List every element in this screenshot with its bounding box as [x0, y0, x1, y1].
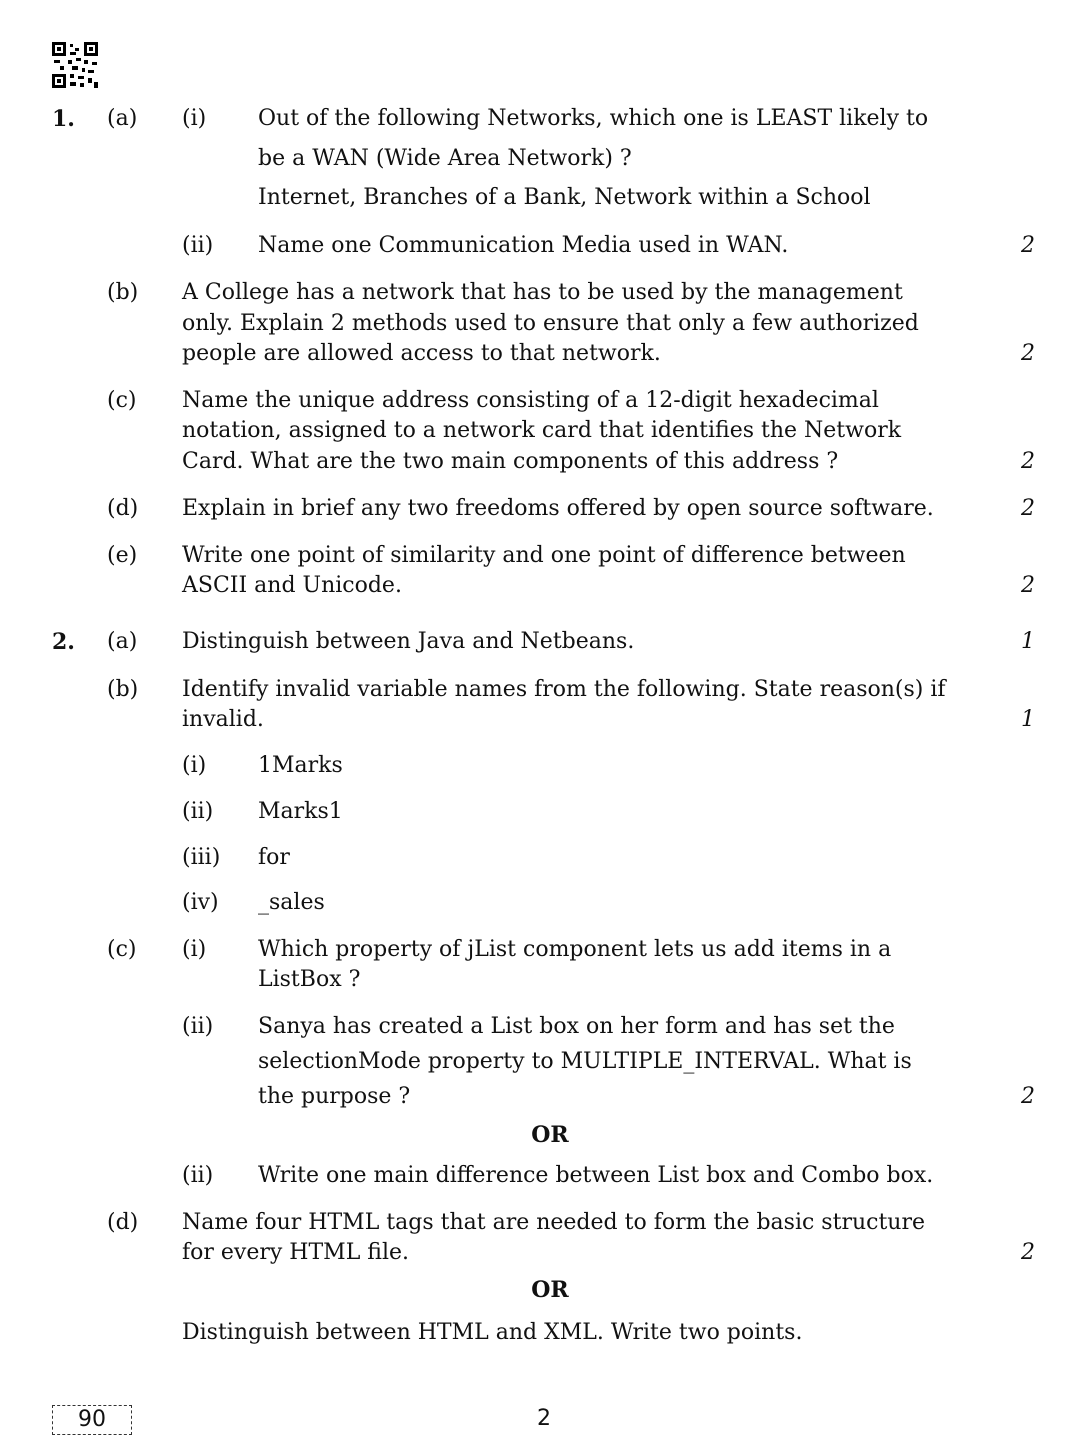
marks: 2: [1021, 1240, 1035, 1265]
question-text: invalid.: [182, 707, 264, 732]
page-number: 2: [537, 1406, 551, 1431]
question-text: Internet, Branches of a Bank, Network within a School: [258, 185, 871, 210]
marks: 1: [1021, 629, 1035, 654]
marks: 1: [1021, 707, 1035, 732]
marks: 2: [1021, 233, 1035, 258]
question-text: Distinguish between HTML and XML. Write two points.: [182, 1320, 803, 1345]
marks: 2: [1021, 449, 1035, 474]
question-text: for every HTML file.: [182, 1240, 410, 1265]
or-separator: OR: [531, 1277, 569, 1303]
list-item-label: (ii): [182, 799, 214, 824]
list-item-label: (iii): [182, 845, 221, 870]
part-label: (a): [107, 106, 138, 131]
question-text: Name the unique address consisting of a 12-digit hexadecimal: [182, 388, 879, 413]
list-item: Marks1: [258, 799, 343, 824]
question-text: people are allowed access to that network.: [182, 341, 661, 366]
question-text: be a WAN (Wide Area Network) ?: [258, 146, 632, 171]
marks: 2: [1021, 1084, 1035, 1109]
part-label: (c): [107, 388, 137, 413]
part-label: (c): [107, 937, 137, 962]
paper-code-box: 90: [52, 1405, 132, 1435]
question-text: notation, assigned to a network card that identifies the Network: [182, 418, 902, 443]
question-text: Out of the following Networks, which one is LEAST likely to: [258, 106, 929, 131]
part-label: (a): [107, 629, 138, 654]
question-text: Distinguish between Java and Netbeans.: [182, 629, 635, 654]
subpart-label: (i): [182, 106, 207, 131]
question-text: ASCII and Unicode.: [182, 573, 402, 598]
question-text: the purpose ?: [258, 1084, 411, 1109]
question-text: ListBox ?: [258, 967, 361, 992]
marks: 2: [1021, 341, 1035, 366]
question-number: 1.: [52, 106, 75, 132]
part-label: (b): [107, 280, 139, 305]
or-separator: OR: [531, 1122, 569, 1148]
question-number: 2.: [52, 629, 75, 655]
question-text: Card. What are the two main components of this address ?: [182, 449, 839, 474]
question-text: only. Explain 2 methods used to ensure that only a few authorized: [182, 311, 919, 336]
question-text: A College has a network that has to be used by the management: [182, 280, 903, 305]
subpart-label: (ii): [182, 1014, 214, 1039]
part-label: (d): [107, 496, 139, 521]
part-label: (d): [107, 1210, 139, 1235]
subpart-label: (ii): [182, 1163, 214, 1188]
list-item: for: [258, 845, 290, 870]
question-text: Sanya has created a List box on her form and has set the: [258, 1014, 895, 1039]
marks: 2: [1021, 573, 1035, 598]
part-label: (e): [107, 543, 138, 568]
subpart-label: (i): [182, 937, 207, 962]
question-text: Write one point of similarity and one point of difference between: [182, 543, 906, 568]
question-text: Which property of jList component lets us add items in a: [258, 937, 892, 962]
question-text: selectionMode property to MULTIPLE_INTERVAL. What is: [258, 1049, 912, 1074]
question-text: Name four HTML tags that are needed to form the basic structure: [182, 1210, 925, 1235]
list-item: _sales: [258, 890, 325, 915]
part-label: (b): [107, 677, 139, 702]
question-text: Name one Communication Media used in WAN.: [258, 233, 789, 258]
question-text: Write one main difference between List box and Combo box.: [258, 1163, 934, 1188]
subpart-label: (ii): [182, 233, 214, 258]
question-text: Identify invalid variable names from the following. State reason(s) if: [182, 677, 946, 702]
list-item: 1Marks: [258, 753, 343, 778]
marks: 2: [1021, 496, 1035, 521]
list-item-label: (iv): [182, 890, 219, 915]
list-item-label: (i): [182, 753, 207, 778]
qr-code: [52, 42, 98, 88]
question-text: Explain in brief any two freedoms offered by open source software.: [182, 496, 934, 521]
